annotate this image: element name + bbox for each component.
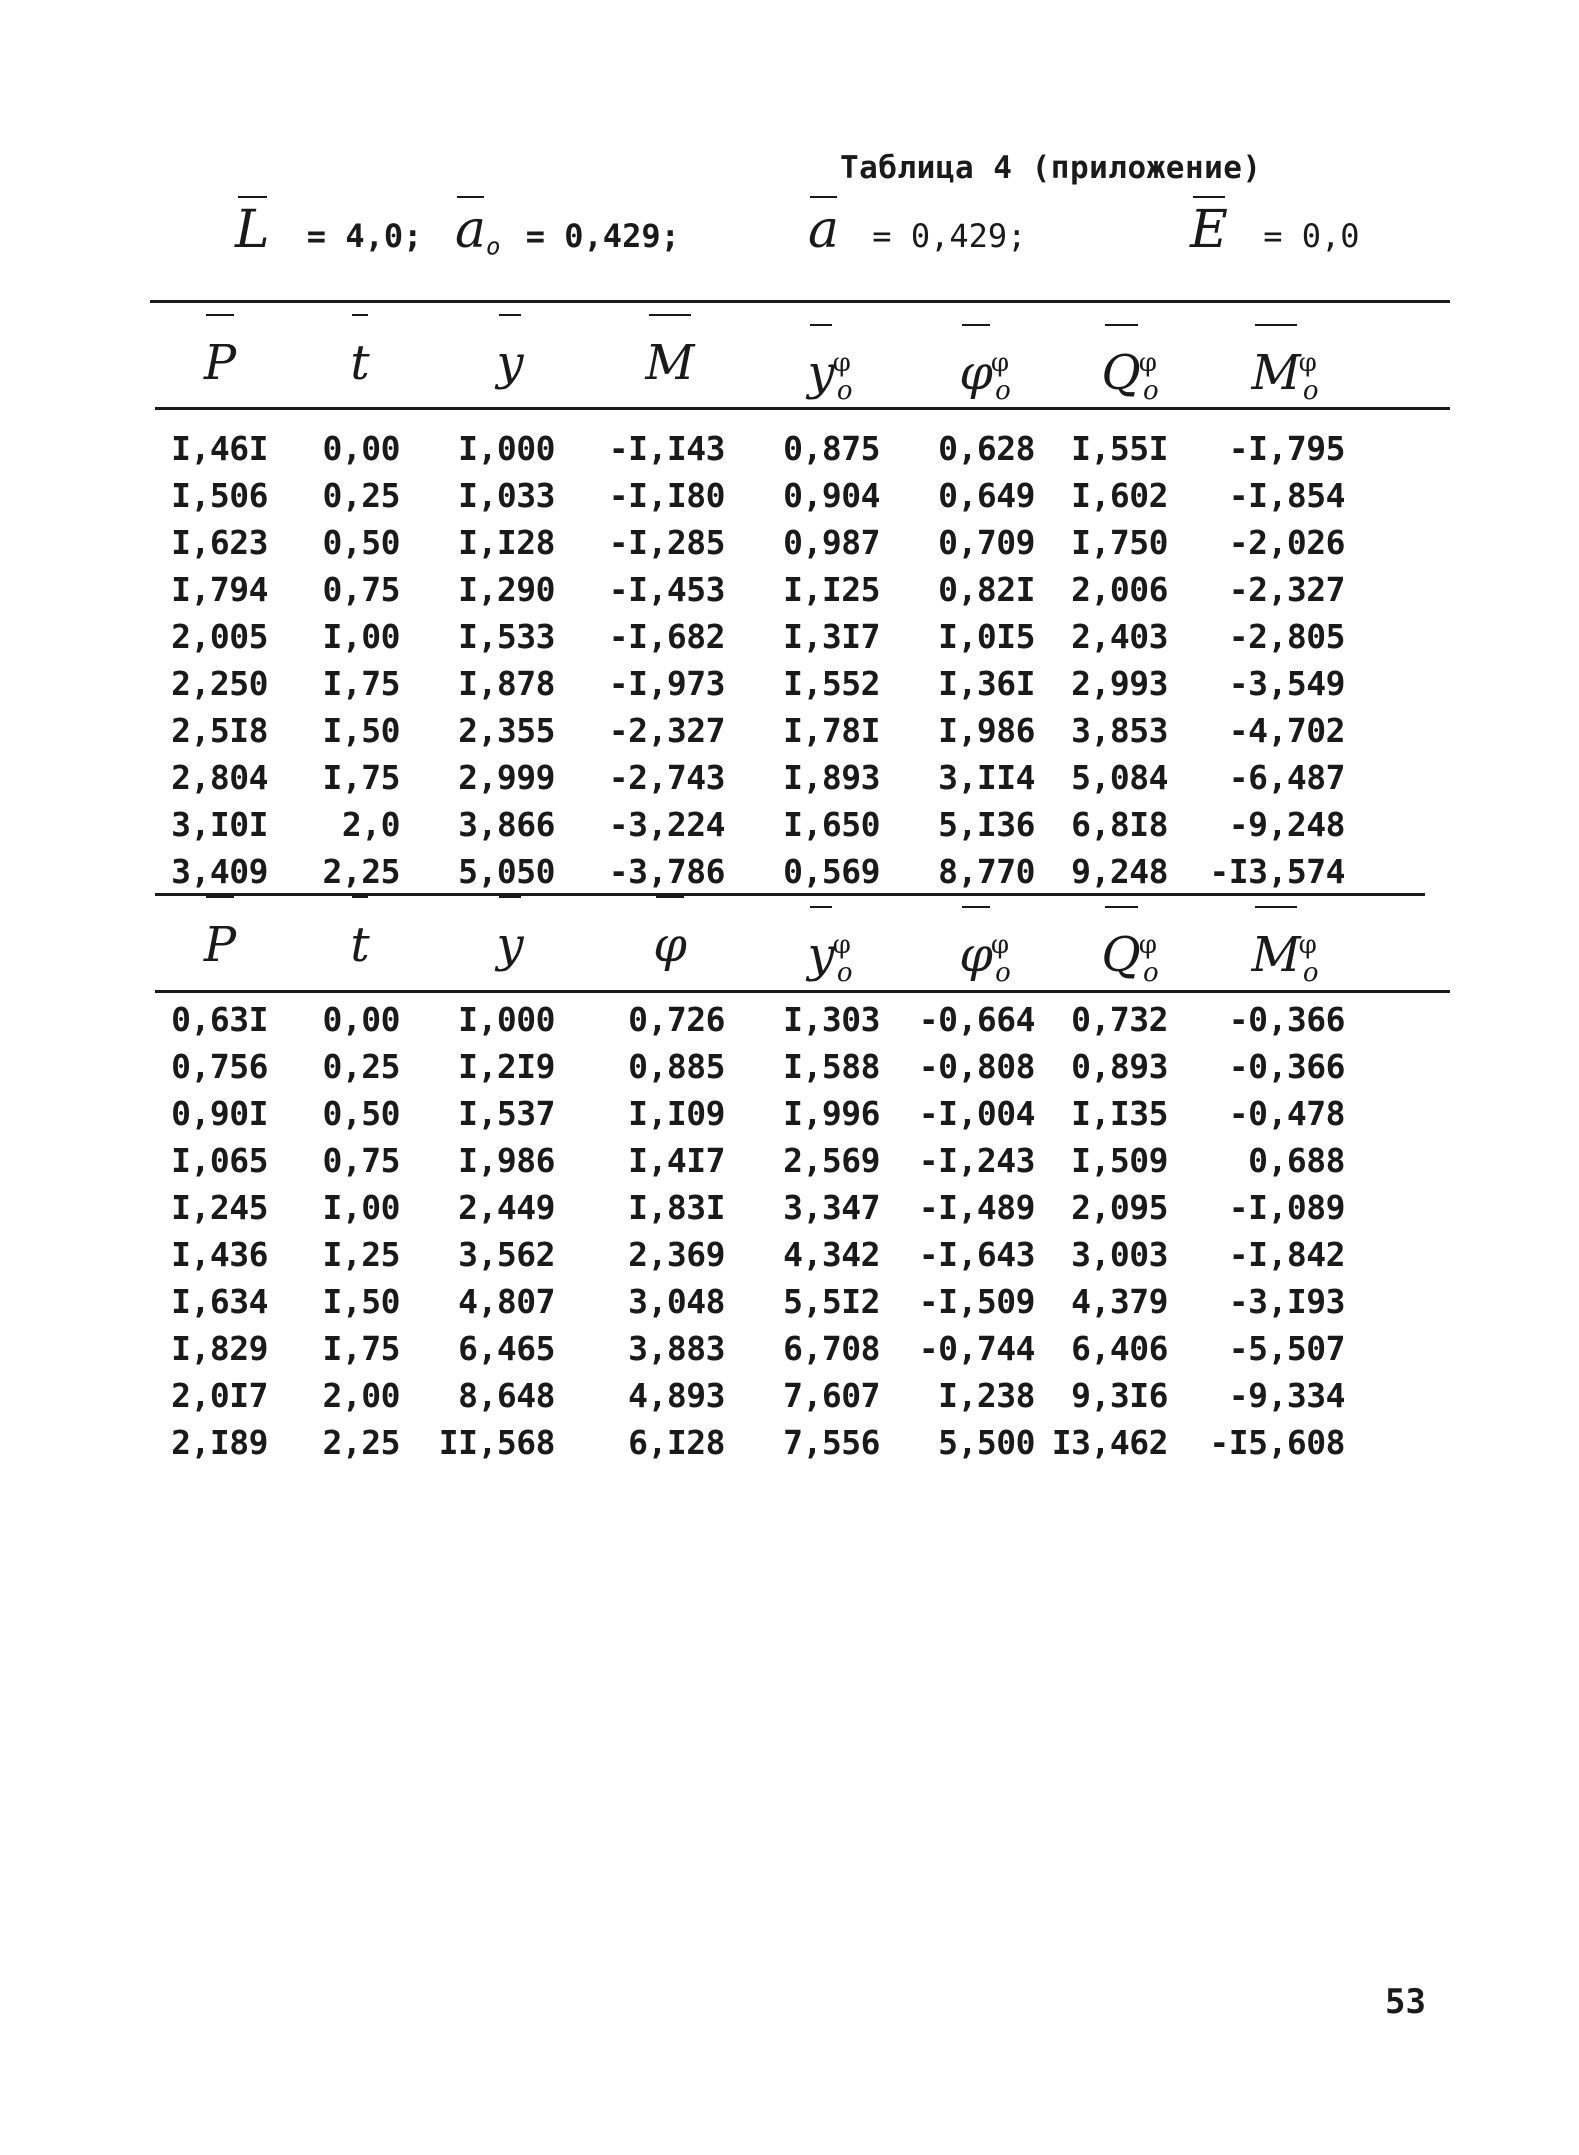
table-cell: 4,893: [628, 1376, 725, 1415]
table-cell: 5,050: [458, 852, 555, 891]
table-cell: 2,5I8: [171, 711, 268, 750]
table-row: [0, 519, 1579, 566]
param-a-value: = 0,429;: [872, 217, 1027, 255]
t1-h-y0-sub: o: [836, 376, 853, 406]
table-cell: I,000: [458, 1000, 555, 1039]
table-row: [0, 1372, 1579, 1419]
table-cell: I,75: [322, 1329, 400, 1368]
table-cell: 0,904: [783, 476, 880, 515]
table-row: [0, 707, 1579, 754]
table-cell: 0,756: [171, 1047, 268, 1086]
param-l: [235, 200, 422, 260]
table-cell: 3,409: [171, 852, 268, 891]
table-cell: I,533: [458, 617, 555, 656]
param-a0: [455, 200, 680, 260]
table-cell: 3,I0I: [171, 805, 268, 844]
table-row: [0, 1325, 1579, 1372]
table-cell: 0,893: [1071, 1047, 1168, 1086]
t2-h-y0-sup: φ: [832, 930, 851, 960]
table-cell: -0,478: [1228, 1094, 1345, 1133]
table-cell: 5,I36: [938, 805, 1035, 844]
table-cell: I,46I: [171, 429, 268, 468]
table-cell: 2,250: [171, 664, 268, 703]
table-cell: I,290: [458, 570, 555, 609]
table-cell: 6,406: [1071, 1329, 1168, 1368]
table-cell: -9,334: [1228, 1376, 1345, 1415]
table-cell: 3,853: [1071, 711, 1168, 750]
t1-h-t-sym: t: [350, 318, 369, 408]
table-cell: I,537: [458, 1094, 555, 1133]
table-cell: 3,883: [628, 1329, 725, 1368]
table-cell: I,50: [322, 711, 400, 750]
t2-header-m0: [1220, 900, 1350, 990]
table-cell: 2,005: [171, 617, 268, 656]
param-a0-symbol: a: [455, 200, 487, 260]
table-cell: I,829: [171, 1329, 268, 1368]
table-cell: 0,50: [322, 1094, 400, 1133]
table-cell: I,3I7: [783, 617, 880, 656]
table-cell: 2,25: [322, 852, 400, 891]
table-cell: I,506: [171, 476, 268, 515]
t1-h-y0-sup: φ: [832, 348, 851, 378]
table-cell: I,436: [171, 1235, 268, 1274]
table-cell: I,000: [458, 429, 555, 468]
table-cell: -0,366: [1228, 1000, 1345, 1039]
table-row: [0, 613, 1579, 660]
table1-header: [0, 318, 1579, 408]
table-cell: 5,5I2: [783, 1282, 880, 1321]
t1-h-phi0-sym: φ: [959, 328, 993, 418]
table-cell: 0,00: [322, 429, 400, 468]
table-cell: -I,682: [608, 617, 725, 656]
table-row: [0, 1231, 1579, 1278]
table-cell: 0,885: [628, 1047, 725, 1086]
t1-h-m0-sub: o: [1302, 376, 1319, 406]
table-cell: 2,369: [628, 1235, 725, 1274]
table-row: [0, 472, 1579, 519]
table-cell: I,50: [322, 1282, 400, 1321]
table-cell: 2,I89: [171, 1423, 268, 1462]
table-row: [0, 1184, 1579, 1231]
table-cell: 7,556: [783, 1423, 880, 1462]
table-cell: I,634: [171, 1282, 268, 1321]
t1-h-y-sym: y: [496, 318, 523, 408]
table-row: [0, 801, 1579, 848]
param-a: [808, 200, 1026, 260]
table-cell: 3,II4: [938, 758, 1035, 797]
table-cell: -I,453: [608, 570, 725, 609]
table-cell: I,75: [322, 758, 400, 797]
table-cell: I,75: [322, 664, 400, 703]
table-cell: I,893: [783, 758, 880, 797]
t1-h-m0-sup: φ: [1298, 348, 1317, 378]
table-cell: I,996: [783, 1094, 880, 1133]
t2-header-q0: [1070, 900, 1190, 990]
table-cell: -I,795: [1228, 429, 1345, 468]
table-cell: -I3,574: [1209, 852, 1345, 891]
t1-h-m0-sym: M: [1251, 328, 1300, 418]
table-cell: I,83I: [628, 1188, 725, 1227]
table-cell: -6,487: [1228, 758, 1345, 797]
table-cell: 0,75: [322, 1141, 400, 1180]
table-cell: 4,807: [458, 1282, 555, 1321]
table-row: [0, 754, 1579, 801]
table-cell: -0,366: [1228, 1047, 1345, 1086]
table-cell: -I,285: [608, 523, 725, 562]
t1-header-t: [300, 318, 420, 408]
t2-h-q0-sub: o: [1142, 958, 1159, 988]
table-cell: I,794: [171, 570, 268, 609]
table-cell: I,033: [458, 476, 555, 515]
t2-h-phi-sym: φ: [653, 900, 687, 990]
table-cell: -I,973: [608, 664, 725, 703]
table-cell: I,552: [783, 664, 880, 703]
table-cell: I,065: [171, 1141, 268, 1180]
table-cell: -I,004: [918, 1094, 1035, 1133]
table-cell: I,245: [171, 1188, 268, 1227]
table-cell: -4,702: [1228, 711, 1345, 750]
t1-h-phi0-sup: φ: [990, 348, 1010, 378]
table-cell: -2,026: [1228, 523, 1345, 562]
table-cell: 2,403: [1071, 617, 1168, 656]
table-cell: I,986: [458, 1141, 555, 1180]
param-e: [1190, 200, 1360, 260]
table-caption: Таблица 4 (приложение): [840, 150, 1262, 186]
table1-header-rule: [155, 407, 1450, 410]
t1-h-q0-sub: o: [1142, 376, 1159, 406]
table-cell: -I,854: [1228, 476, 1345, 515]
table-cell: 3,347: [783, 1188, 880, 1227]
table-cell: -2,327: [1228, 570, 1345, 609]
table-cell: 3,003: [1071, 1235, 1168, 1274]
table-row: [0, 1090, 1579, 1137]
table-cell: 9,248: [1071, 852, 1168, 891]
table-cell: 2,0: [341, 805, 400, 844]
page-number: 53: [1385, 1982, 1426, 2022]
table-cell: 2,0I7: [171, 1376, 268, 1415]
t1-header-phi0: [925, 318, 1045, 408]
table-cell: I,623: [171, 523, 268, 562]
param-a-symbol: a: [808, 200, 840, 260]
table-cell: -2,327: [608, 711, 725, 750]
table-cell: I,303: [783, 1000, 880, 1039]
table-cell: I,878: [458, 664, 555, 703]
param-a0-subscript: o: [486, 232, 501, 261]
t2-h-q0-sym: Q: [1101, 910, 1140, 1000]
table-cell: 0,63I: [171, 1000, 268, 1039]
table-cell: -2,805: [1228, 617, 1345, 656]
table-cell: I3,462: [1051, 1423, 1168, 1462]
table-cell: I,I28: [458, 523, 555, 562]
table-cell: 9,3I6: [1071, 1376, 1168, 1415]
table-cell: 2,25: [322, 1423, 400, 1462]
table-cell: 5,500: [938, 1423, 1035, 1462]
table-cell: -I,089: [1228, 1188, 1345, 1227]
param-e-symbol: E: [1190, 200, 1228, 260]
t1-h-q0-sym: Q: [1101, 328, 1140, 418]
table-row: [0, 1043, 1579, 1090]
table-cell: I,00: [322, 617, 400, 656]
table-cell: I,00: [322, 1188, 400, 1227]
table-cell: -3,I93: [1228, 1282, 1345, 1321]
t1-header-m0: [1220, 318, 1350, 408]
table-cell: I,4I7: [628, 1141, 725, 1180]
t1-header-y: [450, 318, 570, 408]
table-cell: 0,82I: [938, 570, 1035, 609]
t2-h-phi0-sub: o: [995, 958, 1011, 988]
table-cell: I,602: [1071, 476, 1168, 515]
table-cell: -I,842: [1228, 1235, 1345, 1274]
table-cell: 5,084: [1071, 758, 1168, 797]
table-cell: 0,569: [783, 852, 880, 891]
table-cell: -3,549: [1228, 664, 1345, 703]
table-cell: 4,342: [783, 1235, 880, 1274]
t2-h-y-sym: y: [496, 900, 523, 990]
table-cell: 7,607: [783, 1376, 880, 1415]
table-cell: 8,770: [938, 852, 1035, 891]
table-cell: -0,744: [918, 1329, 1035, 1368]
table-row: [0, 1137, 1579, 1184]
t1-h-m-sym: M: [645, 318, 694, 408]
table-cell: -I,643: [918, 1235, 1035, 1274]
table-cell: 0,628: [938, 429, 1035, 468]
table-cell: -3,224: [608, 805, 725, 844]
table-cell: 3,866: [458, 805, 555, 844]
table-cell: 2,804: [171, 758, 268, 797]
table-cell: 2,095: [1071, 1188, 1168, 1227]
t2-header-y0: [770, 900, 890, 990]
table-row: [0, 425, 1579, 472]
table-cell: -0,664: [918, 1000, 1035, 1039]
table-cell: I,55I: [1071, 429, 1168, 468]
table-cell: I,750: [1071, 523, 1168, 562]
t2-h-q0-sup: φ: [1138, 930, 1157, 960]
t2-header-y: [450, 900, 570, 990]
param-a0-value: = 0,429;: [525, 217, 680, 255]
t2-h-m0-sym: M: [1251, 910, 1300, 1000]
table-cell: 4,379: [1071, 1282, 1168, 1321]
table-cell: -3,786: [608, 852, 725, 891]
t1-header-m: [610, 318, 730, 408]
t2-h-phi0-sym: φ: [959, 910, 993, 1000]
t1-header-q0: [1070, 318, 1190, 408]
table-cell: -I,489: [918, 1188, 1035, 1227]
table-cell: 0,90I: [171, 1094, 268, 1133]
table-cell: I,2I9: [458, 1047, 555, 1086]
t2-h-phi0-sup: φ: [990, 930, 1010, 960]
table-row: [0, 996, 1579, 1043]
table-cell: -2,743: [608, 758, 725, 797]
table-cell: 0,25: [322, 476, 400, 515]
t2-header-phi0: [925, 900, 1045, 990]
table-cell: 2,993: [1071, 664, 1168, 703]
t1-h-q0-sup: φ: [1138, 348, 1157, 378]
table-cell: 0,25: [322, 1047, 400, 1086]
table-cell: 3,048: [628, 1282, 725, 1321]
table-row: [0, 1419, 1579, 1466]
table2-header-rule: [155, 990, 1450, 993]
param-l-symbol: L: [235, 200, 270, 260]
t2-h-m0-sub: o: [1302, 958, 1319, 988]
t2-header-phi: [610, 900, 730, 990]
table-cell: 0,875: [783, 429, 880, 468]
table-cell: 0,649: [938, 476, 1035, 515]
table-cell: II,568: [438, 1423, 555, 1462]
table-cell: 2,999: [458, 758, 555, 797]
table-cell: I,78I: [783, 711, 880, 750]
table-separator-rule: [155, 893, 1425, 896]
table-cell: 0,00: [322, 1000, 400, 1039]
table-cell: -9,248: [1228, 805, 1345, 844]
t1-header-y0: [770, 318, 890, 408]
param-l-value: = 4,0;: [306, 217, 423, 255]
table-cell: I,509: [1071, 1141, 1168, 1180]
t1-header-p: [160, 318, 280, 408]
table-row: [0, 848, 1579, 895]
table-cell: 0,75: [322, 570, 400, 609]
table-cell: -I,509: [918, 1282, 1035, 1321]
table-cell: 0,726: [628, 1000, 725, 1039]
table-cell: I,986: [938, 711, 1035, 750]
table-cell: -0,808: [918, 1047, 1035, 1086]
table-cell: I,25: [322, 1235, 400, 1274]
table-cell: -I5,608: [1209, 1423, 1345, 1462]
t1-h-phi0-sub: o: [995, 376, 1011, 406]
table-cell: -I,I43: [608, 429, 725, 468]
table-cell: 0,709: [938, 523, 1035, 562]
table-cell: 0,987: [783, 523, 880, 562]
table-cell: 0,688: [1248, 1141, 1345, 1180]
t2-header-t: [300, 900, 420, 990]
table-cell: 2,569: [783, 1141, 880, 1180]
table-cell: -I,243: [918, 1141, 1035, 1180]
table-cell: I,0I5: [938, 617, 1035, 656]
table-cell: 2,449: [458, 1188, 555, 1227]
table-cell: 6,8I8: [1071, 805, 1168, 844]
table-cell: 3,562: [458, 1235, 555, 1274]
t2-h-m0-sup: φ: [1298, 930, 1317, 960]
t1-h-y0-sym: y: [808, 328, 835, 418]
table-cell: 6,I28: [628, 1423, 725, 1462]
t2-h-p-sym: P: [204, 900, 236, 990]
table-cell: I,650: [783, 805, 880, 844]
table-row: [0, 566, 1579, 613]
table-cell: -I,I80: [608, 476, 725, 515]
t1-h-p-sym: P: [204, 318, 236, 408]
t2-h-t-sym: t: [350, 900, 369, 990]
table-cell: 6,465: [458, 1329, 555, 1368]
table-cell: I,238: [938, 1376, 1035, 1415]
t2-h-y0-sub: o: [836, 958, 853, 988]
table-cell: 2,355: [458, 711, 555, 750]
table2-header: [0, 900, 1579, 990]
table-cell: 0,50: [322, 523, 400, 562]
table-cell: 6,708: [783, 1329, 880, 1368]
table-row: [0, 1278, 1579, 1325]
t2-header-p: [160, 900, 280, 990]
table-row: [0, 660, 1579, 707]
table-cell: 2,00: [322, 1376, 400, 1415]
table-cell: I,I25: [783, 570, 880, 609]
table-cell: I,588: [783, 1047, 880, 1086]
param-e-value: = 0,0: [1263, 217, 1360, 255]
table-cell: -5,507: [1228, 1329, 1345, 1368]
table-cell: 2,006: [1071, 570, 1168, 609]
table-cell: I,I09: [628, 1094, 725, 1133]
t2-h-y0-sym: y: [808, 910, 835, 1000]
table-cell: I,36I: [938, 664, 1035, 703]
table-cell: 0,732: [1071, 1000, 1168, 1039]
top-rule: [150, 300, 1450, 303]
table-cell: 8,648: [458, 1376, 555, 1415]
table-cell: I,I35: [1071, 1094, 1168, 1133]
